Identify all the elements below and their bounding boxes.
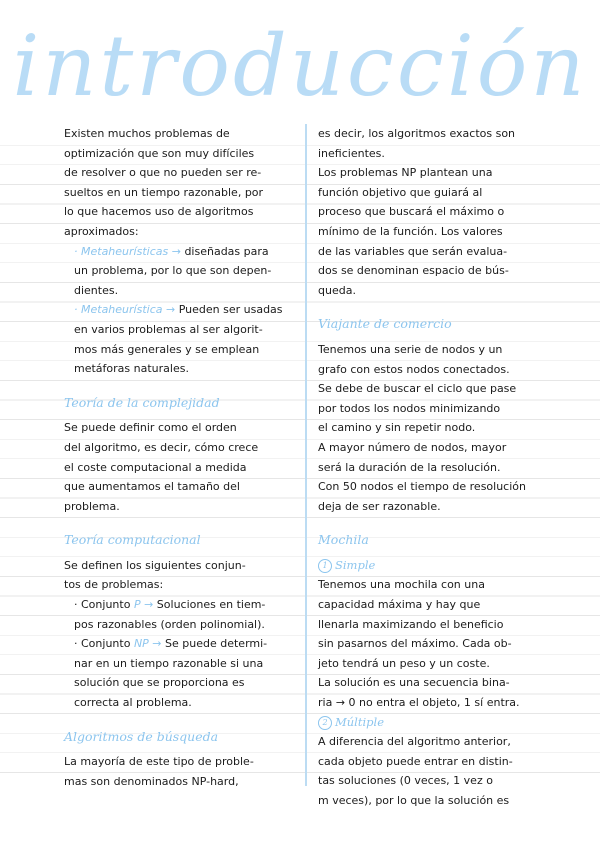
heading-computational: Teoría computacional [64, 532, 201, 548]
set-p-text: Soluciones en tiem- pos razonables (orden polinomial). [74, 598, 266, 631]
set-np-key: NP → [133, 637, 162, 651]
metaheuristics-key-2: · Metaheurística → [74, 303, 176, 317]
set-np-text: Se puede determi- nar en un tiempo razonable si una solución que se proporciona es correcta al problema. [74, 637, 268, 710]
heading-travel: Viajante de comercio [318, 316, 452, 332]
set-p-label: Conjunto [81, 598, 131, 612]
simple-paragraph: Tenemos una mochila con una capacidad máxima y hay que llenarla maximizando el beneficio sin pasarnos del máximo. Cada ob- jeto tendrá un peso y un coste. La solución es una secuencia bina- ria → 0 no entra el objeto, 1 sí entra. [318, 578, 520, 710]
number-two-icon: 2 [318, 716, 332, 730]
page-title: introducción [12, 17, 588, 115]
computational-intro: Se definen los siguientes conjun- tos de problemas: [64, 558, 246, 592]
set-p-item: · Conjunto P → Soluciones en tiem- pos razonables (orden polinomial). [74, 598, 266, 631]
heading-search: Algoritmos de búsqueda [64, 728, 219, 744]
left-column [64, 124, 292, 791]
subheading-simple [318, 556, 546, 576]
multiple-paragraph: A diferencia del algoritmo anterior, cada objeto puede entrar en distin- tas soluciones (0 veces, 1 vez o m veces), por lo que la solución es [318, 735, 513, 807]
metaheuristics-item-2 [64, 300, 292, 378]
heading-complexity: Teoría de la complejidad [64, 394, 220, 410]
search-paragraph: La mayoría de este tipo de proble- mas son denominados NP-hard, [64, 755, 254, 788]
search-continued-paragraph: es decir, los algoritmos exactos son ineficientes. Los problemas NP plantean una función objetivo que guiará al proceso que buscará el máximo o mínimo de la función. Los valores de las variables que serán evalua- dos se denominan espacio de bús- queda. [318, 127, 516, 297]
set-np-label: Conjunto [81, 637, 131, 651]
subheading-simple-text: Simple [335, 557, 376, 572]
intro-paragraph: Existen muchos problemas de optimización que son muy difíciles de resolver o que no pueden ser re- sueltos en un tiempo razonable, por lo que hacemos uso de algoritmos aproximados: [64, 127, 264, 238]
subheading-multiple [318, 713, 546, 733]
metaheuristics-key-1: · Metaheurísticas → [74, 244, 181, 258]
column-divider [305, 124, 307, 786]
heading-knapsack: Mochila [318, 532, 369, 548]
set-p-key: P → [133, 598, 154, 612]
metaheuristics-text-2: Pueden ser usadas en varios problemas al ser algorit- mos más generales y se emplean metáforas naturales. [74, 303, 283, 376]
complexity-paragraph: Se puede definir como el orden del algoritmo, es decir, cómo crece el coste computacional a medida que aumentamos el tamaño del problema. [64, 421, 259, 513]
metaheuristics-text-1: diseñadas para un problema, por lo que son depen- dientes. [74, 244, 272, 297]
subheading-multiple-text: Múltiple [335, 714, 385, 729]
right-column [318, 124, 546, 811]
metaheuristics-item-1 [64, 242, 292, 301]
travel-paragraph: Tenemos una serie de nodos y un grafo con estos nodos conectados. Se debe de buscar el ciclo que pase por todos los nodos minimizando el camino y sin repetir nodo. A mayor número de nodos, mayor será la duración de la resolución. Con 50 nodos el tiempo de resolución deja de ser razonable. [318, 342, 526, 513]
set-np-item: · Conjunto NP → Se puede determi- nar en un tiempo razonable si una solución que se proporciona es correcta al problema. [74, 637, 268, 710]
number-one-icon: 1 [318, 559, 332, 573]
